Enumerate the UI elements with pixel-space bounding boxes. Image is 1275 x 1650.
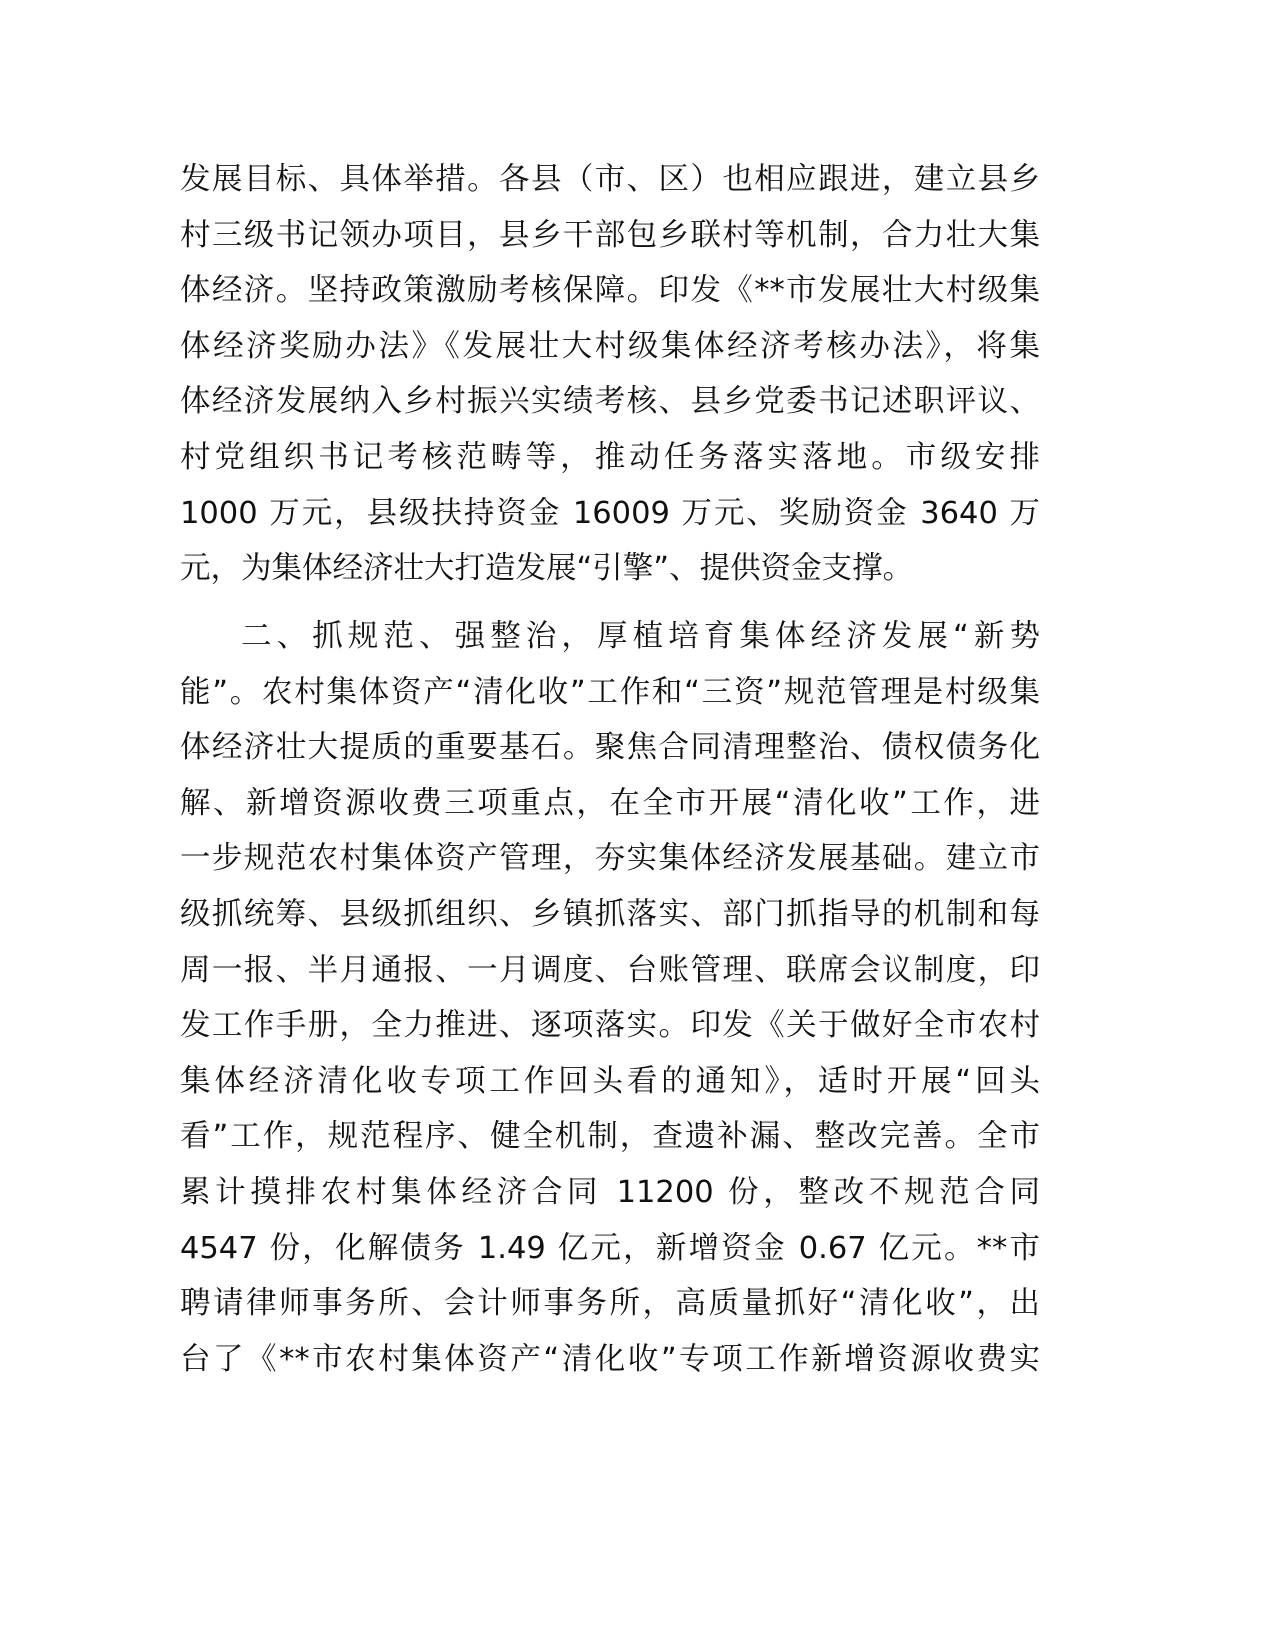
text-line: 集体经济清化收专项工作回头看的通知》，适时开展“回头 <box>180 1063 1040 1099</box>
text-line: 解、新增资源收费三项重点，在全市开展“清化收”工作，进 <box>180 785 1040 821</box>
text-line: 看”工作，规范程序、健全机制，查遗补漏、整改完善。全市 <box>180 1119 1040 1155</box>
text-line: 发工作手册，全力推进、逐项落实。印发《关于做好全市农村 <box>180 1008 1040 1044</box>
text-line: 村党组织书记考核范畴等，推动任务落实落地。市级安排 <box>180 439 1040 475</box>
text-line: 发展目标、具体举措。各县（市、区）也相应跟进，建立县乡 <box>180 162 1040 197</box>
text-line: 4547 份，化解债务 1.49 亿元，新增资金 0.67 亿元。**市 <box>180 1230 1040 1266</box>
text-line: 能”。农村集体资产“清化收”工作和“三资”规范管理是村级集 <box>180 674 1040 710</box>
text-line: 累计摸排农村集体经济合同 11200 份，整改不规范合同 <box>180 1174 1040 1210</box>
text-line: 体经济。坚持政策激励考核保障。印发《**市发展壮大村级集 <box>180 273 1040 309</box>
text-line: 体经济壮大提质的重要基石。聚焦合同清理整治、债权债务化 <box>180 730 1040 766</box>
text-line: 体经济奖励办法》《发展壮大村级集体经济考核办法》，将集 <box>180 328 1040 364</box>
text-line: 元，为集体经济壮大打造发展“引擎”、提供资金支撑。 <box>180 551 914 587</box>
text-line: 一步规范农村集体资产管理，夯实集体经济发展基础。建立市 <box>180 841 1040 877</box>
paragraph-collective-economy-policy <box>180 152 1040 597</box>
text-line: 村三级书记领办项目，县乡干部包乡联村等机制，合力壮大集 <box>180 217 1040 253</box>
text-line: 周一报、半月通报、一月调度、台账管理、联席会议制度，印 <box>180 952 1040 988</box>
paragraph-section-two <box>180 609 1040 1387</box>
text-line: 聘请律师事务所、会计师事务所，高质量抓好“清化收”，出 <box>180 1286 1040 1322</box>
text-line: 台了《**市农村集体资产“清化收”专项工作新增资源收费实 <box>180 1341 1040 1377</box>
section-heading-line: 二、抓规范、强整治，厚植培育集体经济发展“新势 <box>241 619 1040 654</box>
text-line: 级抓统筹、县级抓组织、乡镇抓落实、部门抓指导的机制和每 <box>180 896 1040 932</box>
text-line: 1000 万元，县级扶持资金 16009 万元、奖励资金 3640 万 <box>180 495 1040 531</box>
text-line: 体经济发展纳入乡村振兴实绩考核、县乡党委书记述职评议、 <box>180 384 1040 420</box>
